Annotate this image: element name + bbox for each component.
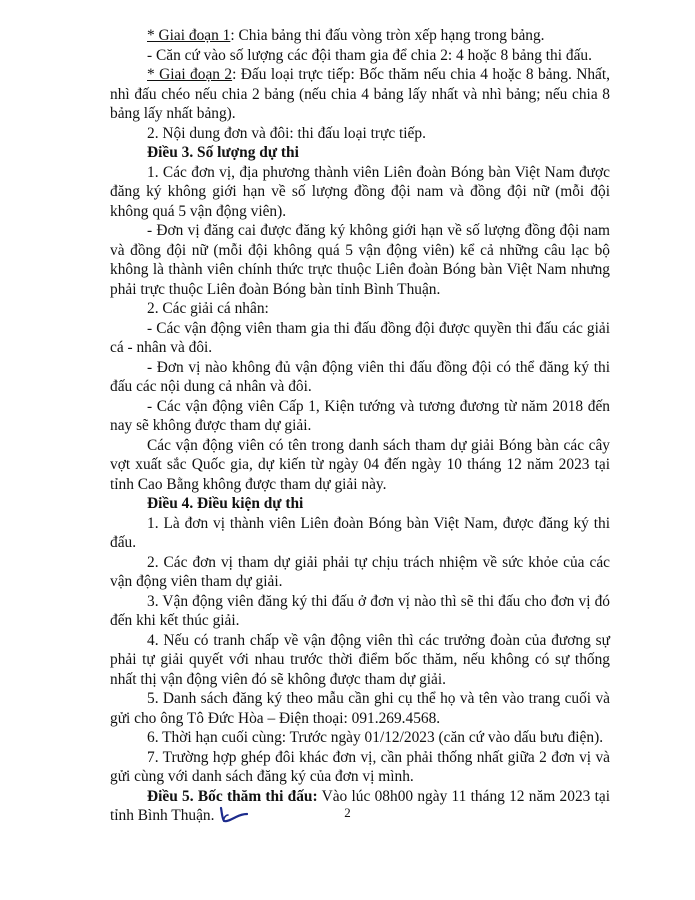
document-body [110,26,610,826]
paragraph-level-1-players: - Các vận động viên Cấp 1, Kiện tướng và tương đương từ năm 2018 đến nay sẽ không được tham dự giải. [110,397,610,434]
page-number: 2 [344,805,351,820]
paragraph-singles-doubles: 2. Nội dung đơn và đôi: thi đấu loại trực tiếp. [147,124,426,142]
paragraph-stage-1 [110,26,610,46]
stage-2-text: : Đấu loại trực tiếp: Bốc thăm nếu chia 4 hoặc 8 bảng. Nhất, nhì đấu chéo nếu chia 2 bảng (nếu chia 4 bảng lấy nhất và nhì bảng; nếu chia 8 bảng lấy nhất bảng). [110,66,610,122]
paragraph-article-3-2: 2. Các giải cá nhân: [147,300,269,317]
paragraph-article-4-2: 2. Các đơn vị tham dự giải phải tự chịu trách nhiệm về sức khỏe của các vận động viên tham dự giải. [110,553,610,590]
paragraph-article-4-1: 1. Là đơn vị thành viên Liên đoàn Bóng bàn Việt Nam, được đăng ký thi đấu. [110,514,610,551]
paragraph-stage-2 [110,65,610,124]
heading-article-3: Điều 3. Số lượng dự thi [147,144,299,161]
paragraph-insufficient-units: - Đơn vị nào không đủ vận động viên thi đấu đồng đội có thể đăng ký thi đấu các nội dung cả nhân và đôi. [110,358,610,395]
paragraph-article-4-5: 5. Danh sách đăng ký theo mẫu cần ghi cụ thể họ và tên vào trang cuối và gửi cho ông Tô Đức Hòa – Điện thoại: 091.269.4568. [110,690,610,727]
heading-article-4: Điều 4. Điều kiện dự thi [147,495,304,512]
article-5-heading: Điều 5. Bốc thăm thi đấu: [147,787,318,805]
paragraph-article-4-4: 4. Nếu có tranh chấp về vận động viên thì các trưởng đoàn của đương sự phải tự giải quyết với nhau trước thời điểm bốc thăm, nếu không có sự thống nhất thị vận động viên đó sẽ không được tham dự giải. [110,631,610,688]
paragraph-group-split: - Căn cứ vào số lượng các đội tham gia để chia 2: 4 hoặc 8 bảng thi đấu. [147,46,592,64]
paragraph-host-unit: - Đơn vị đăng cai được đăng ký không giới hạn về số lượng đồng đội nam và đồng đội nữ (mỗi đội không quá 5 vận động viên) kể cả những câu lạc bộ không là thành viên chính thức trực thuộc Liên đoàn Bóng bàn Việt Nam nhưng phải trực thuộc Liên đoàn Bóng bàn tỉnh Bình Thuận. [110,222,610,298]
paragraph-team-players: - Các vận động viên tham gia thi đấu đồng đội được quyền thi đấu các giải cá - nhân và đôi. [110,319,610,356]
paragraph-article-4-6: 6. Thời hạn cuối cùng: Trước ngày 01/12/2023 (căn cứ vào dấu bưu điện). [147,729,604,746]
paragraph-article-3-1: 1. Các đơn vị, địa phương thành viên Liên đoàn Bóng bàn Việt Nam được đăng ký không giới hạn về số lượng đồng đội nam và đồng đội nữ (mỗi đội không quá 5 vận động viên). [110,163,610,220]
paragraph-article-4-7: 7. Trường hợp ghép đôi khác đơn vị, cần phải thống nhất giữa 2 đơn vị và gửi cùng với danh sách đăng ký của đơn vị mình. [110,748,610,785]
paragraph-national-players: Các vận động viên có tên trong danh sách tham dự giải Bóng bàn các cây vợt xuất sắc Quốc gia, dự kiến từ ngày 04 đến ngày 10 tháng 12 năm 2023 tại tỉnh Cao Bằng không được tham dự giải này. [110,436,610,493]
stage-2-label: * Giai đoạn 2 [147,66,233,83]
stage-1-label: * Giai đoạn 1 [147,27,231,44]
paragraph-article-4-3: 3. Vận động viên đăng ký thi đấu ở đơn vị nào thì sẽ thi đấu cho đơn vị đó đến khi kết thúc giải. [110,592,610,629]
stage-1-text: : Chia bảng thi đấu vòng tròn xếp hạng trong bảng. [230,27,545,44]
article-5-text: Vào lúc 08h00 ngày 11 tháng 12 năm 2023 tại tỉnh Bình Thuận. [110,787,610,824]
